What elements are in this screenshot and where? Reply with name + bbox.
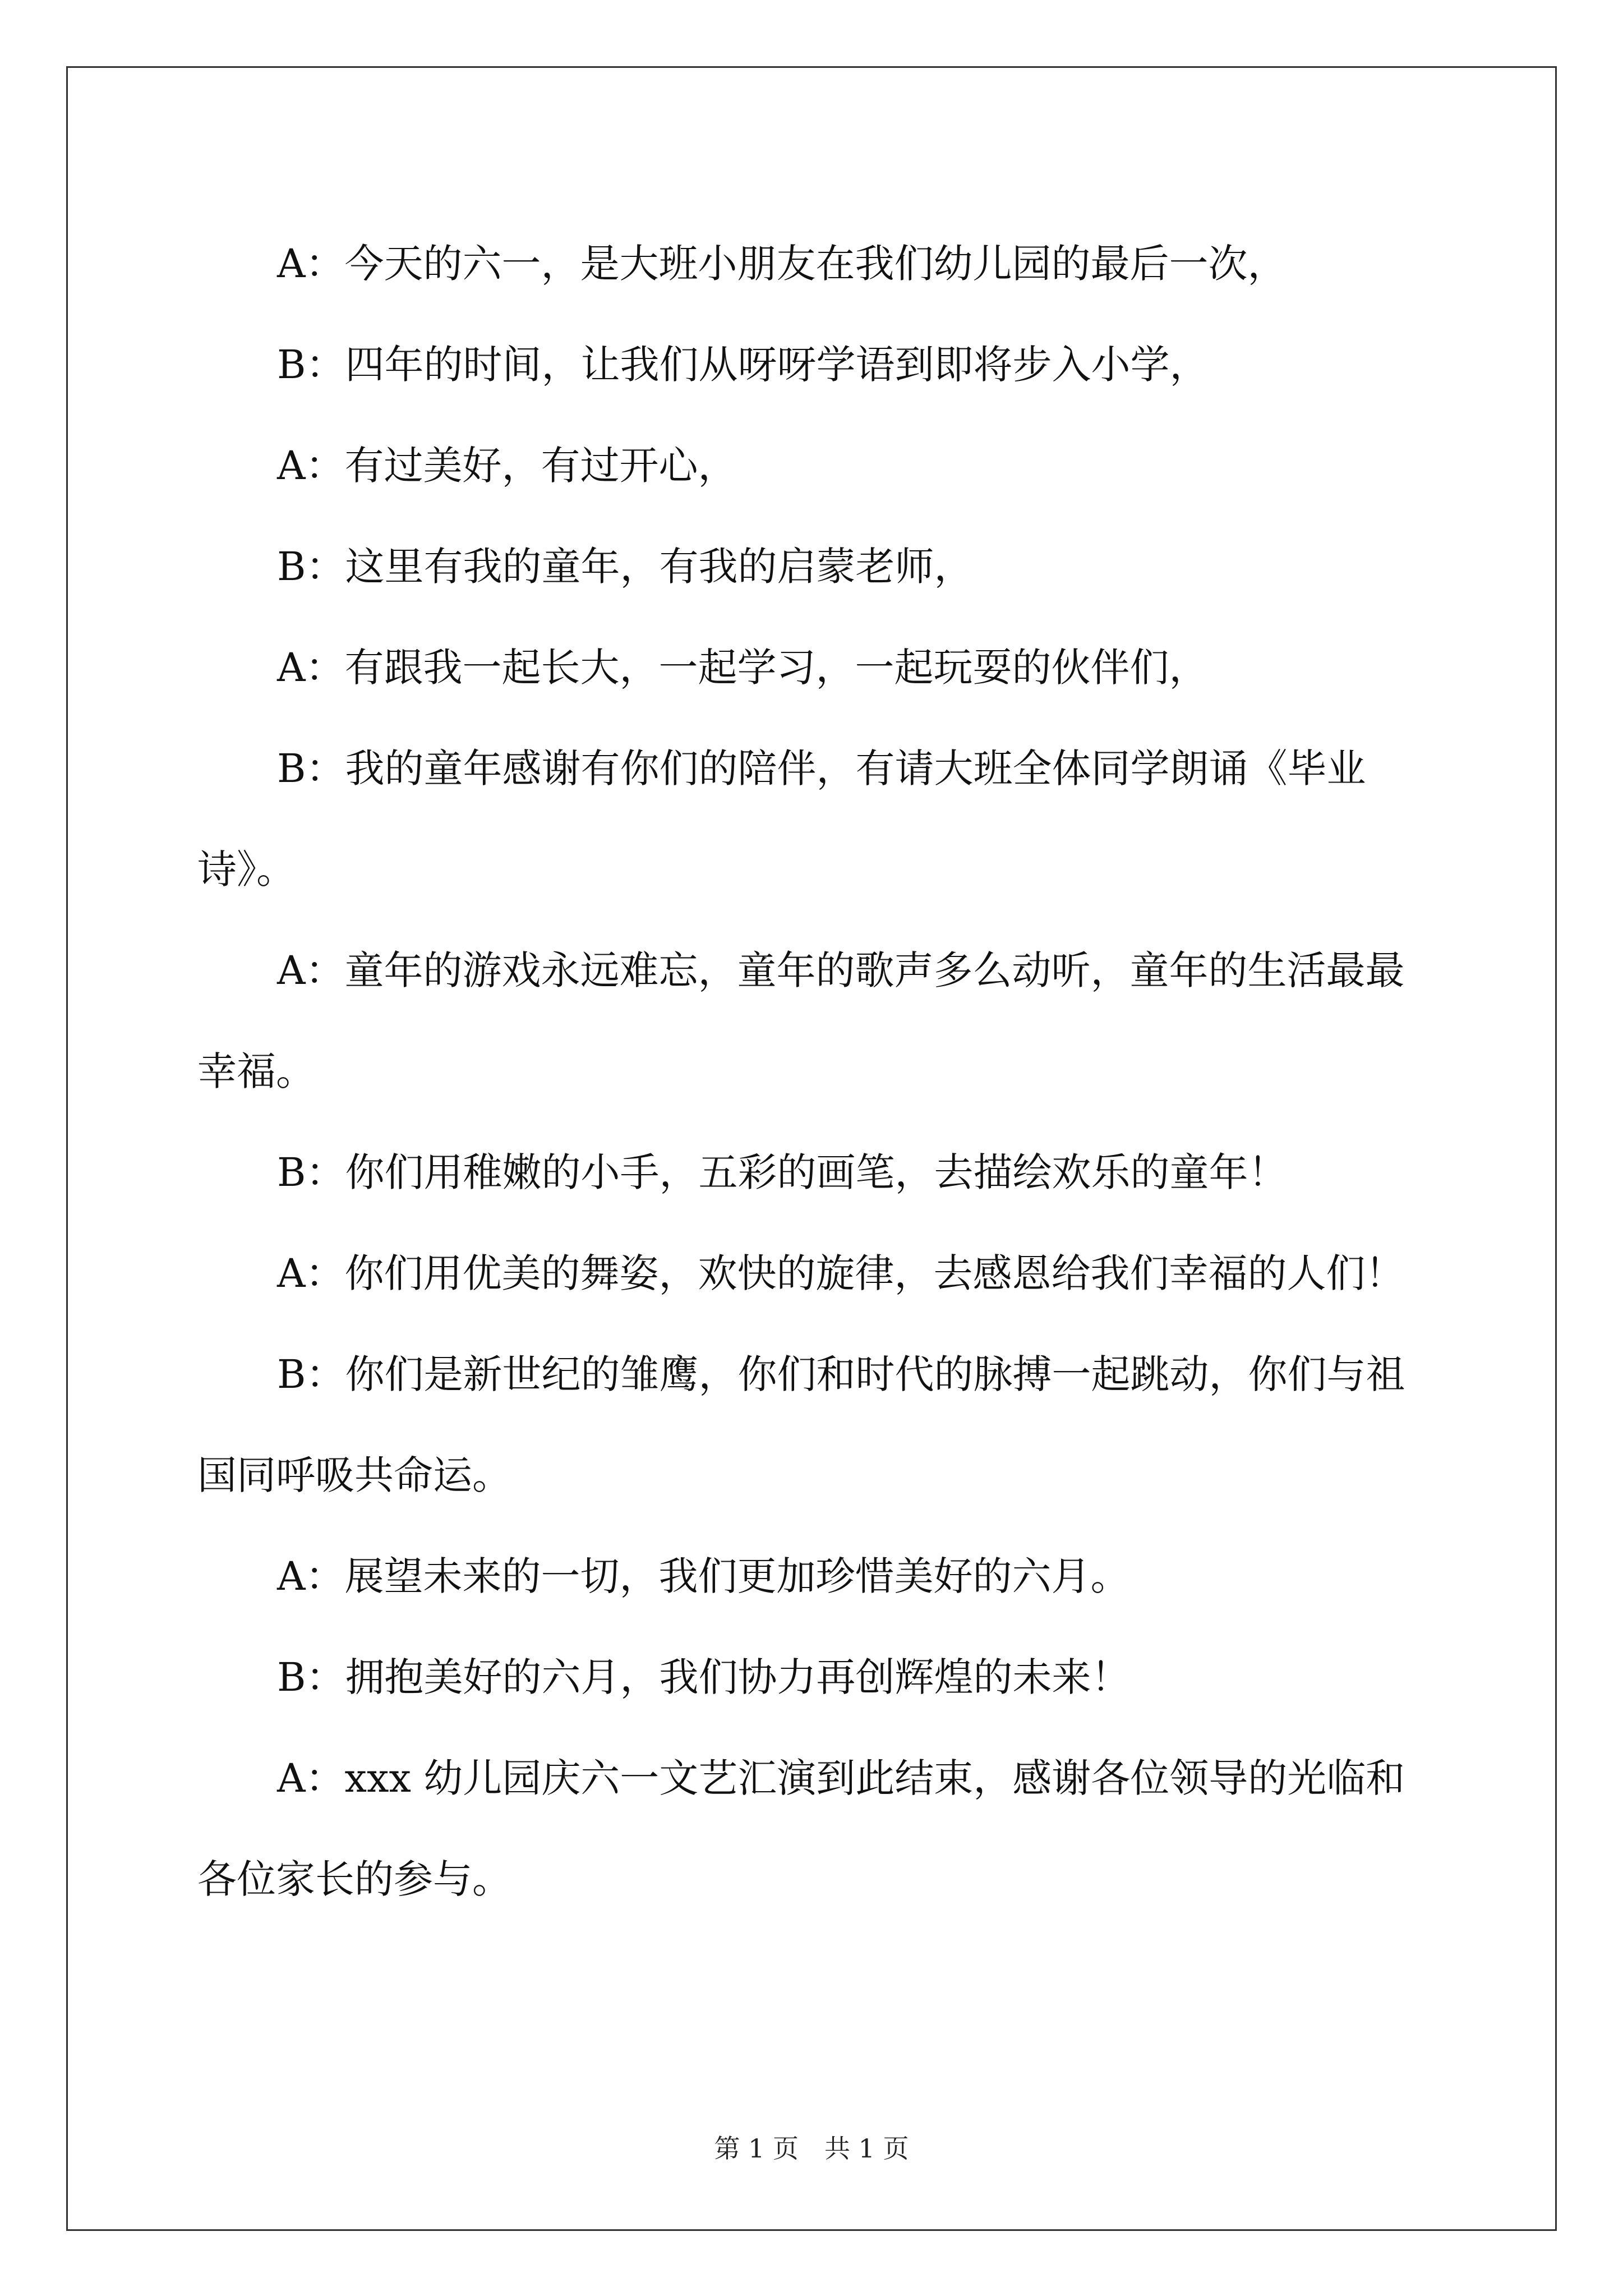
page-footer: 第 1 页 共 1 页 — [714, 2133, 909, 2164]
text-line: B：这里有我的童年，有我的启蒙老师， — [277, 544, 974, 590]
text-line: B：我的童年感谢有你们的陪伴，有请大班全体同学朗诵《毕业 — [277, 746, 1366, 792]
text-line: A：今天的六一，是大班小朋友在我们幼儿园的最后一次， — [277, 241, 1287, 287]
text-line: A：童年的游戏永远难忘，童年的歌声多么动听，童年的生活最最 — [277, 947, 1405, 993]
text-line: 幸福。 — [197, 1048, 315, 1094]
text-line: B：四年的时间，让我们从呀呀学语到即将步入小学， — [277, 342, 1209, 388]
text-line: A：有跟我一起长大，一起学习，一起玩耍的伙伴们， — [277, 645, 1209, 691]
text-line: A：你们用优美的舞姿，欢快的旋律，去感恩给我们幸福的人们！ — [277, 1250, 1405, 1296]
text-line: B：你们用稚嫩的小手，五彩的画笔，去描绘欢乐的童年！ — [277, 1149, 1288, 1195]
document-body — [197, 213, 1431, 1930]
text-line: 国同呼吸共命运。 — [197, 1452, 511, 1498]
text-line: A：有过美好，有过开心， — [277, 443, 737, 489]
text-line: B：你们是新世纪的雏鹰，你们和时代的脉搏一起跳动，你们与祖 — [277, 1351, 1405, 1397]
text-line: 各位家长的参与。 — [197, 1856, 511, 1902]
text-line: B：拥抱美好的六月，我们协力再创辉煌的未来！ — [277, 1654, 1131, 1700]
text-line: A：xxx 幼儿园庆六一文艺汇演到此结束，感谢各位领导的光临和 — [277, 1755, 1405, 1801]
text-line: 诗》。 — [197, 846, 296, 892]
text-line: A：展望未来的一切，我们更加珍惜美好的六月。 — [277, 1553, 1130, 1599]
